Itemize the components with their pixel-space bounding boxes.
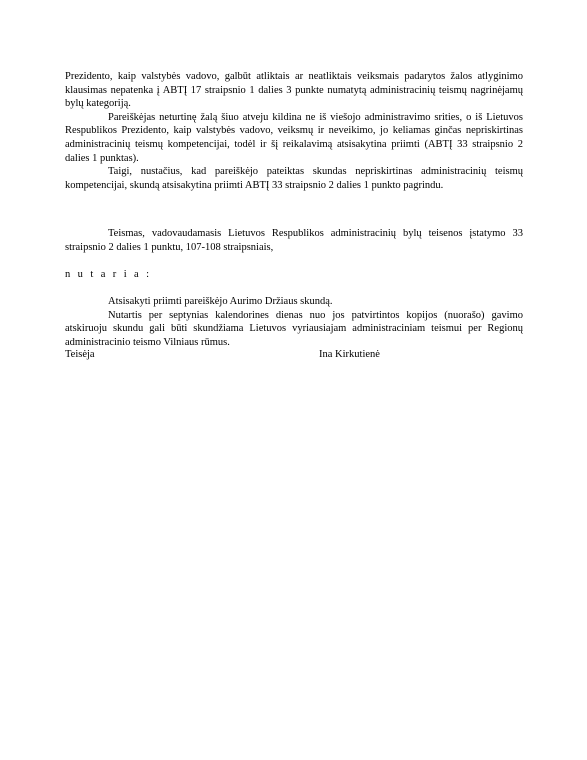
reasoning-section [65, 70, 523, 192]
ruling-section [65, 295, 523, 349]
signature-block [65, 348, 523, 362]
reasoning-paragraph-continuation: Prezidento, kaip valstybės vadovo, galbūt atliktais ar neatliktais veiksmais padarytos žalos atlyginimo klausimas nepatenka į ABTĮ 17 straipsnio 1 dalies 3 punkte numatytą administracinių teismų nagrinėjamų bylų kategoriją. [65, 71, 523, 110]
court-basis-section [65, 227, 523, 254]
ruling-heading: n u t a r i a : [65, 269, 152, 280]
court-basis-paragraph: Teismas, vadovaudamasis Lietuvos Respublikos administracinių bylų teisenos įstatymo 33 straipsnio 2 dalies 1 punktu, 107-108 straipsniais, [65, 228, 523, 253]
judge-name: Ina Kirkutienė [319, 349, 380, 360]
reasoning-paragraph-damage-origin: Pareiškėjas neturtinę žalą šiuo atveju kildina ne iš viešojo administravimo srities, o iš Lietuvos Respublikos Prezidento, kaip valstybės vadovo, veiksmų ir neveikimo, jo keliamas ginčas nepriskirtinas administracinių teismų kompetencijai, todėl ir šį reikalavimą atsisakytina priimti (ABTĮ 33 straipsnio 2 dalies 1 punktas). [65, 111, 523, 164]
judge-title: Teisėja [65, 349, 95, 360]
reasoning-paragraph-conclusion: Taigi, nustačius, kad pareiškėjo pateiktas skundas nepriskirtinas administracinių teismų kompetencijai, skundą atsisakytina priimti ABTĮ 33 straipsnio 2 dalies 1 punkto pagrindu. [65, 166, 523, 191]
ruling-decision-paragraph: Atsisakyti priimti pareiškėjo Aurimo Držiaus skundą. [108, 296, 333, 307]
ruling-appeal-paragraph: Nutartis per septynias kalendorines dienas nuo jos patvirtintos kopijos (nuorašo) gavimo atskiruoju skundu gali būti skundžiama Lietuvos vyriausiajam administraciniam teismui per Regionų administracinio teismo Vilniaus rūmus. [65, 309, 523, 348]
